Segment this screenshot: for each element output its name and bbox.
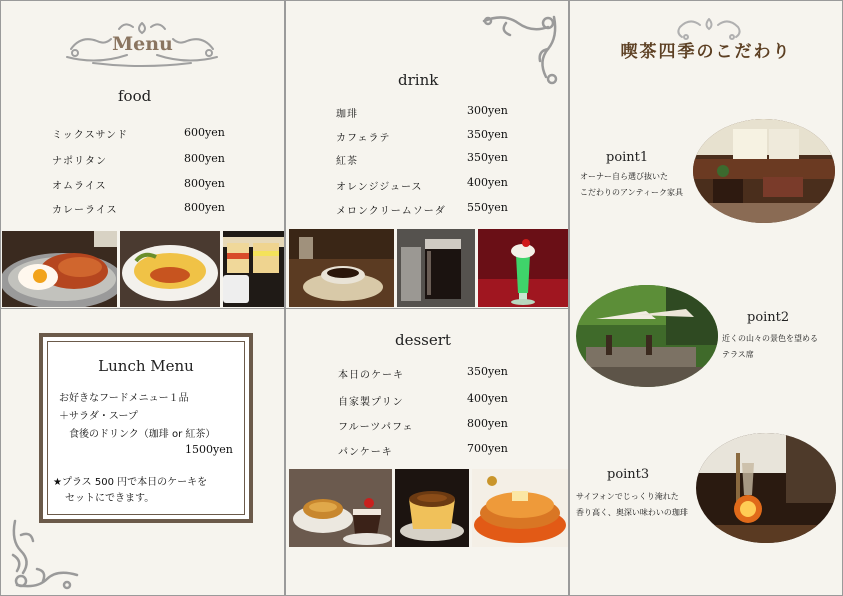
pancake-photo: [472, 469, 568, 547]
food-item-price: 800yen: [184, 152, 225, 165]
food-item-price: 800yen: [184, 177, 225, 190]
drink-item-name: カフェラテ: [336, 133, 391, 144]
napolitan-photo: [2, 231, 117, 307]
dessert-item-name: 自家製プリン: [338, 397, 404, 408]
food-item-name: カレーライス: [52, 205, 118, 216]
food-item-name: ナポリタン: [52, 156, 107, 167]
drink-item-price: 400yen: [467, 176, 508, 189]
kodawari-panel: [569, 0, 843, 596]
drink-item-name: 珈琲: [336, 109, 358, 120]
lunch-menu-price: 1500yen: [185, 443, 233, 456]
corner-ornament: [7, 515, 87, 595]
drink-dessert-panel: [285, 0, 569, 596]
antique-furniture-photo: [693, 119, 835, 223]
point-description: 香り高く、奥深い味わいの珈琲: [576, 508, 688, 517]
dessert-item-name: フルーツパフェ: [338, 422, 414, 433]
coffee-photo: [289, 229, 394, 307]
lunch-menu-line: お好きなフードメニュー１品: [59, 393, 189, 404]
food-item-name: オムライス: [52, 181, 107, 192]
point-label: point2: [747, 310, 790, 325]
dessert-item-price: 350yen: [467, 365, 508, 378]
dessert-item-name: パンケーキ: [338, 447, 393, 458]
dessert-title: dessert: [395, 331, 451, 349]
kodawari-title: 喫茶四季のこだわり: [620, 42, 792, 62]
drink-title: drink: [398, 71, 439, 89]
pudding-photo: [395, 469, 469, 547]
lunch-menu-note: セットにできます。: [65, 493, 155, 504]
drink-item-price: 350yen: [467, 128, 508, 141]
food-panel: [0, 0, 285, 596]
lunch-menu-line: ＋サラダ・スープ: [59, 411, 138, 422]
dessert-item-price: 800yen: [467, 417, 508, 430]
food-item-price: 600yen: [184, 126, 225, 139]
lunch-menu-note: ★プラス 500 円で本日のケーキを: [53, 477, 208, 488]
food-title: food: [118, 87, 152, 105]
panel-divider: [286, 308, 569, 309]
menu-title: Menu: [112, 33, 173, 55]
drink-item-name: オレンジジュース: [336, 182, 423, 193]
corner-ornament: [478, 9, 562, 91]
dessert-item-name: 本日のケーキ: [338, 370, 404, 381]
lunch-menu-box: [39, 333, 253, 523]
dessert-item-price: 700yen: [467, 442, 508, 455]
food-item-name: ミックスサンド: [52, 130, 128, 141]
tea-cake-photo: [289, 469, 392, 547]
lunch-menu-title: Lunch Menu: [98, 357, 194, 375]
siphon-coffee-photo: [696, 433, 836, 543]
panel-divider: [1, 308, 285, 309]
point-description: オーナー自ら選び抜いた: [580, 172, 668, 181]
drink-item-name: 紅茶: [336, 156, 358, 167]
point-description: テラス席: [722, 350, 754, 359]
terrace-photo: [576, 285, 718, 387]
drink-item-name: メロンクリームソーダ: [336, 206, 446, 217]
point-description: こだわりのアンティーク家具: [580, 188, 684, 197]
iced-coffee-photo: [397, 229, 475, 307]
drink-item-price: 350yen: [467, 151, 508, 164]
food-item-price: 800yen: [184, 201, 225, 214]
point-description: サイフォンでじっくり淹れた: [576, 492, 679, 501]
melon-soda-photo: [478, 229, 568, 307]
drink-item-price: 300yen: [467, 104, 508, 117]
dessert-item-price: 400yen: [467, 392, 508, 405]
lunch-menu-line: 食後のドリンク（珈琲 or 紅茶）: [69, 429, 216, 440]
sandwich-photo: [223, 231, 285, 307]
omurice-photo: [120, 231, 220, 307]
drink-item-price: 550yen: [467, 201, 508, 214]
point-label: point1: [606, 150, 649, 165]
point-description: 近くの山々の景色を望める: [722, 334, 818, 343]
point-label: point3: [607, 467, 650, 482]
